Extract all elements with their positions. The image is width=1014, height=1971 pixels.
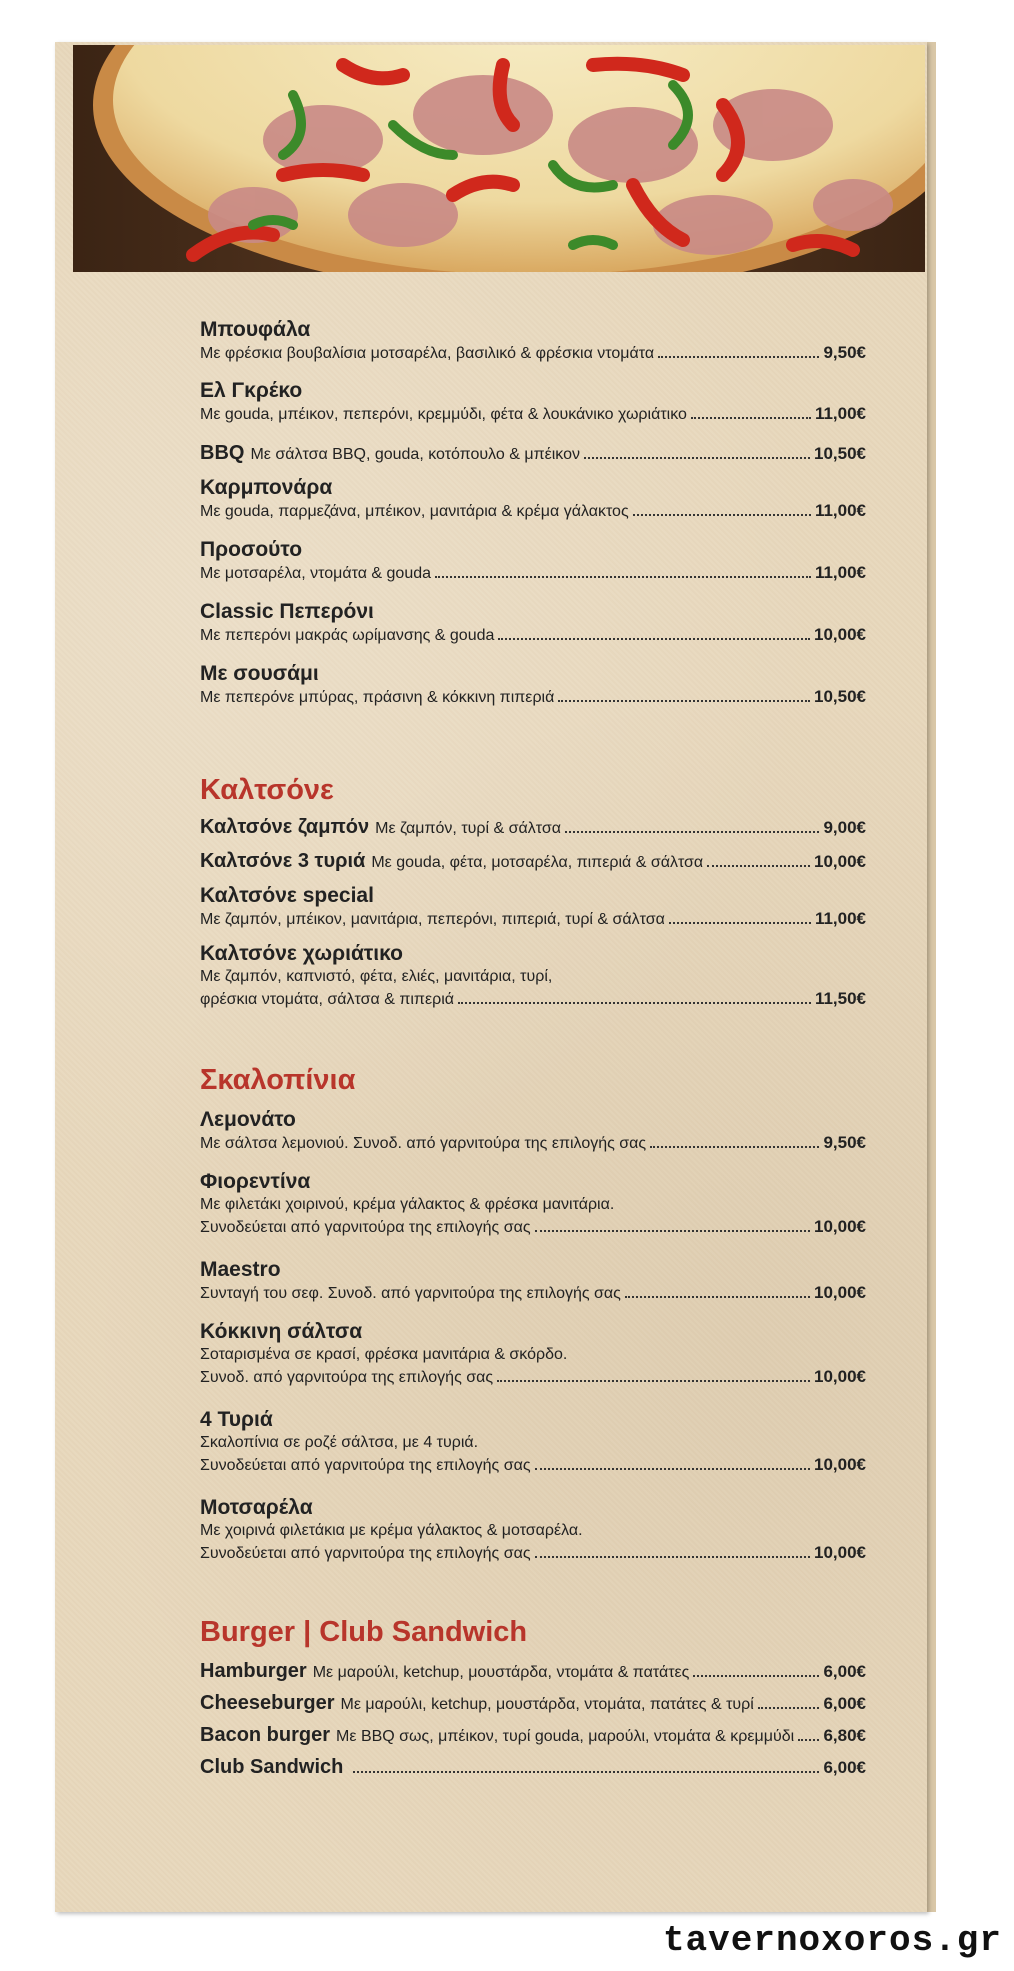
item-price: 10,00€ [814,1367,866,1386]
menu-item [200,884,866,931]
item-price: 10,50€ [814,687,866,706]
section-title-burgers: Burger | Club Sandwich [200,1616,528,1648]
menu-item [200,816,866,840]
pizza-photo [73,45,925,272]
menu-item [200,318,866,365]
item-name: Bacon burger [200,1724,331,1746]
item-name: Κόκκινη σάλτσα [200,1320,363,1343]
menu-item [200,538,866,585]
item-name: Μπουφάλα [200,318,311,341]
menu-item [200,476,866,523]
item-price: 10,00€ [814,1217,866,1236]
item-name: Καλτσόνε ζαμπόν [200,816,370,838]
item-price: 10,50€ [814,444,866,463]
item-desc: φρέσκια ντομάτα, σάλτσα & πιπεριά [200,991,455,1008]
item-price: 9,00€ [823,818,866,837]
menu-item [200,1496,866,1565]
item-price: 11,00€ [814,404,866,423]
menu-item [200,1692,866,1716]
item-desc: Με gouda, παρμεζάνα, μπέικον, μανιτάρια & κρέμα γάλακτος [200,503,629,520]
item-name: Cheeseburger [200,1692,335,1714]
item-desc: Συνοδεύεται από γαρνιτούρα της επιλογής σας [200,1545,531,1562]
item-price: 11,50€ [814,989,866,1008]
item-name: Μοτσαρέλα [200,1496,313,1519]
menu-item [200,1258,866,1305]
dot-leader [707,865,810,867]
dot-leader [558,700,810,702]
item-price: 6,80€ [823,1726,866,1745]
item-desc: Συνοδεύεται από γαρνιτούρα της επιλογής σας [200,1219,531,1236]
dot-leader [353,1771,819,1773]
item-name: Club Sandwich [200,1756,344,1778]
dot-leader [658,356,819,358]
dot-leader [758,1707,820,1709]
item-name: Classic Πεπερόνι [200,600,374,623]
menu-item [200,942,866,1011]
item-desc-line: Με χοιρινά φιλετάκια με κρέμα γάλακτος & μοτσαρέλα. [200,1522,583,1539]
menu-item [200,600,866,647]
item-price: 11,00€ [814,501,866,520]
item-price: 10,00€ [814,852,866,871]
dot-leader [535,1468,810,1470]
dot-leader [435,576,811,578]
item-name: Καλτσόνε 3 τυριά [200,850,366,872]
item-desc-line: Με φιλετάκι χοιρινού, κρέμα γάλακτος & φρέσκα μανιτάρια. [200,1196,615,1213]
menu-item [200,442,866,466]
item-price: 10,00€ [814,625,866,644]
menu-item [200,1408,866,1477]
item-name: Hamburger [200,1660,307,1682]
item-name: Προσούτο [200,538,303,561]
item-price: 6,00€ [823,1758,866,1777]
item-desc: Με πεπερόνι μακράς ωρίμανσης & gouda [200,627,495,644]
item-desc: Με BBQ σως, μπέικον, τυρί gouda, μαρούλι, ντομάτα & κρεμμύδι [336,1728,795,1745]
item-desc: Με μαρούλι, ketchup, μουστάρδα, ντομάτα, πατάτες & τυρί [340,1696,754,1713]
dot-leader [669,922,811,924]
dot-leader [798,1739,819,1741]
site-watermark: tavernoxoros.gr [659,1920,1006,1961]
item-name: Καλτσόνε χωριάτικο [200,942,403,965]
item-name: BBQ [200,442,245,464]
dot-leader [625,1296,810,1298]
section-title-scaloppini: Σκαλοπίνια [200,1064,356,1096]
item-price: 9,50€ [823,343,866,362]
dot-leader [693,1675,819,1677]
item-price: 10,00€ [814,1455,866,1474]
menu-item [200,1170,866,1239]
item-desc: Με σάλτσα λεμονιού. Συνοδ. από γαρνιτούρα της επιλογής σας [200,1135,647,1152]
menu-item [200,1320,866,1389]
menu-item [200,662,866,709]
section-title-calzone: Καλτσόνε [200,774,334,806]
dot-leader [584,457,810,459]
item-desc: Με μοτσαρέλα, ντομάτα & gouda [200,565,432,582]
item-desc: Με ζαμπόν, μπέικον, μανιτάρια, πεπερόνι, πιπεριά, τυρί & σάλτσα [200,911,665,928]
item-name: Με σουσάμι [200,662,319,685]
item-price: 10,00€ [814,1543,866,1562]
dot-leader [565,831,820,833]
item-name: Maestro [200,1258,281,1281]
item-price: 6,00€ [823,1694,866,1713]
dot-leader [535,1230,810,1232]
item-desc: Συνοδεύεται από γαρνιτούρα της επιλογής σας [200,1457,531,1474]
item-desc: Συνταγή του σεφ. Συνοδ. από γαρνιτούρα της επιλογής σας [200,1285,621,1302]
item-desc: Συνοδ. από γαρνιτούρα της επιλογής σας [200,1369,494,1386]
item-name: 4 Τυριά [200,1408,273,1431]
menu-item [200,850,866,874]
dot-leader [535,1556,810,1558]
item-desc: Με μαρούλι, ketchup, μουστάρδα, ντομάτα & πατάτες [312,1664,690,1681]
item-name: Ελ Γκρέκο [200,379,303,402]
item-price: 9,50€ [823,1133,866,1152]
item-desc: Με ζαμπόν, τυρί & σάλτσα [375,820,561,837]
menu-item [200,1660,866,1684]
item-price: 6,00€ [823,1662,866,1681]
item-name: Καρμπονάρα [200,476,333,499]
menu-item [200,379,866,426]
item-desc-line: Σοταρισμένα σε κρασί, φρέσκα μανιτάρια & σκόρδο. [200,1346,568,1363]
item-desc: Με φρέσκια βουβαλίσια μοτσαρέλα, βασιλικό & φρέσκια ντομάτα [200,345,655,362]
item-name: Φιορεντίνα [200,1170,311,1193]
item-price: 11,00€ [814,909,866,928]
menu-item [200,1724,866,1748]
item-desc-line: Σκαλοπίνια σε ροζέ σάλτσα, με 4 τυριά. [200,1434,479,1451]
menu-item [200,1756,866,1779]
item-price: 11,00€ [814,563,866,582]
item-desc: Με gouda, φέτα, μοτσαρέλα, πιπεριά & σάλτσα [371,854,704,871]
dot-leader [633,514,811,516]
item-desc-line: Με ζαμπόν, καπνιστό, φέτα, ελιές, μανιτάρια, τυρί, [200,968,553,985]
item-desc: Με πεπερόνε μπύρας, πράσινη & κόκκινη πιπεριά [200,689,555,706]
item-name: Λεμονάτο [200,1108,296,1131]
item-name: Καλτσόνε special [200,884,374,907]
item-price: 10,00€ [814,1283,866,1302]
dot-leader [458,1002,811,1004]
menu-item [200,1108,866,1155]
dot-leader [691,417,811,419]
dot-leader [650,1146,819,1148]
dot-leader [498,638,810,640]
item-desc: Με σάλτσα BBQ, gouda, κοτόπουλο & μπέικον [250,446,581,463]
dot-leader [497,1380,810,1382]
item-desc: Με gouda, μπέικον, πεπερόνι, κρεμμύδι, φέτα & λουκάνικο χωριάτικο [200,406,687,423]
